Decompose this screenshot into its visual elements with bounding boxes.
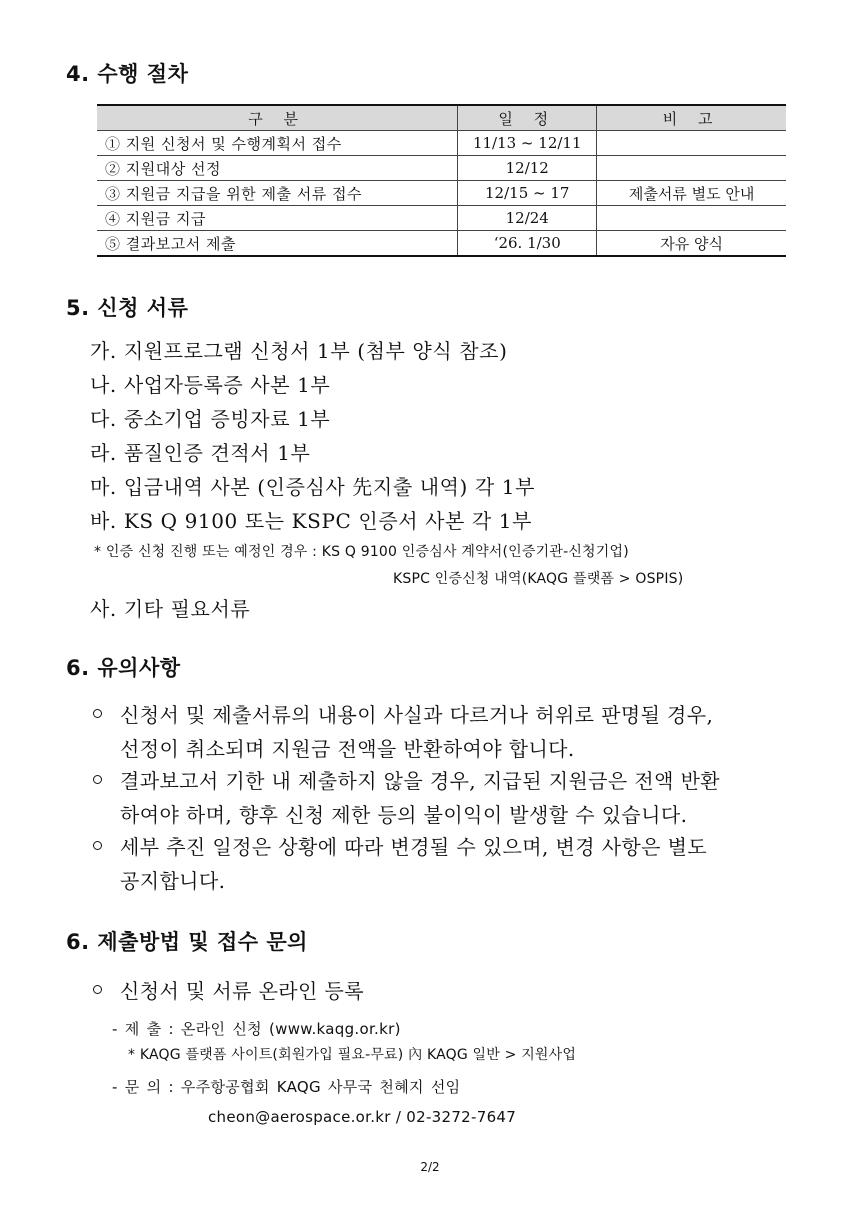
table-row [97, 231, 786, 257]
submission-site-note: * KAQG 플랫폼 사이트(회원가입 필요-무료) 內 KAQG 일반 > 지원사업 [128, 1047, 577, 1063]
pending-cert-note: * 인증 신청 진행 또는 예정인 경우 : KS Q 9100 인증심사 계약서(인증기관-신청기업) [94, 544, 629, 560]
table-header-remarks: 비 고 [597, 105, 786, 131]
note-text-continued: 공지합니다. [120, 869, 226, 893]
table-header-schedule: 일 정 [458, 105, 597, 131]
bullet-circle-icon [93, 985, 102, 994]
table-cell-remark [597, 156, 786, 181]
table-row [97, 181, 786, 206]
procedure-table [97, 104, 786, 257]
document-item: 가. 지원프로그램 신청서 1부 (첨부 양식 참조) [90, 339, 508, 363]
table-row [97, 131, 786, 156]
page-number: 2/2 [420, 1160, 440, 1174]
document-item: 라. 품질인증 견적서 1부 [90, 441, 311, 465]
table-cell-date: ‘26. 1/30 [458, 231, 597, 257]
section-heading-procedure: 4. 수행 절차 [66, 62, 189, 86]
section-heading-submission: 6. 제출방법 및 접수 문의 [66, 930, 308, 954]
note-text: 결과보고서 기한 내 제출하지 않을 경우, 지급된 지원금은 전액 반환 [120, 769, 721, 793]
table-cell-step: ⑤ 결과보고서 제출 [97, 231, 458, 257]
table-cell-step: ④ 지원금 지급 [97, 206, 458, 231]
document-item: 다. 중소기업 증빙자료 1부 [90, 407, 331, 431]
table-row [97, 156, 786, 181]
note-text: 세부 추진 일정은 상황에 따라 변경될 수 있으며, 변경 사항은 별도 [120, 835, 708, 859]
table-cell-remark: 제출서류 별도 안내 [597, 181, 786, 206]
document-item: 마. 입금내역 사본 (인증심사 先지출 내역) 각 1부 [90, 475, 536, 499]
note-text-continued: 선정이 취소되며 지원금 전액을 반환하여야 합니다. [120, 737, 575, 761]
contact-line: - 문 의 : 우주항공협회 KAQG 사무국 천혜지 선임 [112, 1078, 461, 1096]
submission-online-line: - 제 출 : 온라인 신청 (www.kaqg.or.kr) [112, 1020, 401, 1038]
document-item-other: 사. 기타 필요서류 [90, 597, 251, 621]
note-text: 신청서 및 제출서류의 내용이 사실과 다르거나 허위로 판명될 경우, [120, 703, 714, 727]
table-cell-remark: 자유 양식 [597, 231, 786, 257]
contact-email-phone: cheon@aerospace.or.kr / 02-3272-7647 [208, 1108, 517, 1126]
table-cell-step: ③ 지원금 지급을 위한 제출 서류 접수 [97, 181, 458, 206]
table-cell-remark [597, 206, 786, 231]
table-row [97, 206, 786, 231]
document-item: 바. KS Q 9100 또는 KSPC 인증서 사본 각 1부 [90, 509, 533, 533]
note-text-continued: 하여야 하며, 향후 신청 제한 등의 불이익이 발생할 수 있습니다. [120, 803, 688, 827]
table-cell-date: 12/12 [458, 156, 597, 181]
table-header-category: 구 분 [97, 105, 458, 131]
table-cell-date: 12/24 [458, 206, 597, 231]
document-item: 나. 사업자등록증 사본 1부 [90, 373, 331, 397]
bullet-circle-icon [93, 709, 102, 718]
section-heading-notes: 6. 유의사항 [66, 656, 181, 680]
pending-cert-note-continued: KSPC 인증신청 내역(KAQG 플랫폼 > OSPIS) [393, 571, 684, 587]
table-cell-date: 11/13 ~ 12/11 [458, 131, 597, 156]
bullet-circle-icon [93, 775, 102, 784]
table-cell-step: ② 지원대상 선정 [97, 156, 458, 181]
table-header-row [97, 105, 786, 131]
bullet-circle-icon [93, 841, 102, 850]
table-cell-step: ① 지원 신청서 및 수행계획서 접수 [97, 131, 458, 156]
section-heading-documents: 5. 신청 서류 [66, 296, 189, 320]
submission-method: 신청서 및 서류 온라인 등록 [120, 979, 364, 1003]
table-cell-date: 12/15 ~ 17 [458, 181, 597, 206]
table-cell-remark [597, 131, 786, 156]
